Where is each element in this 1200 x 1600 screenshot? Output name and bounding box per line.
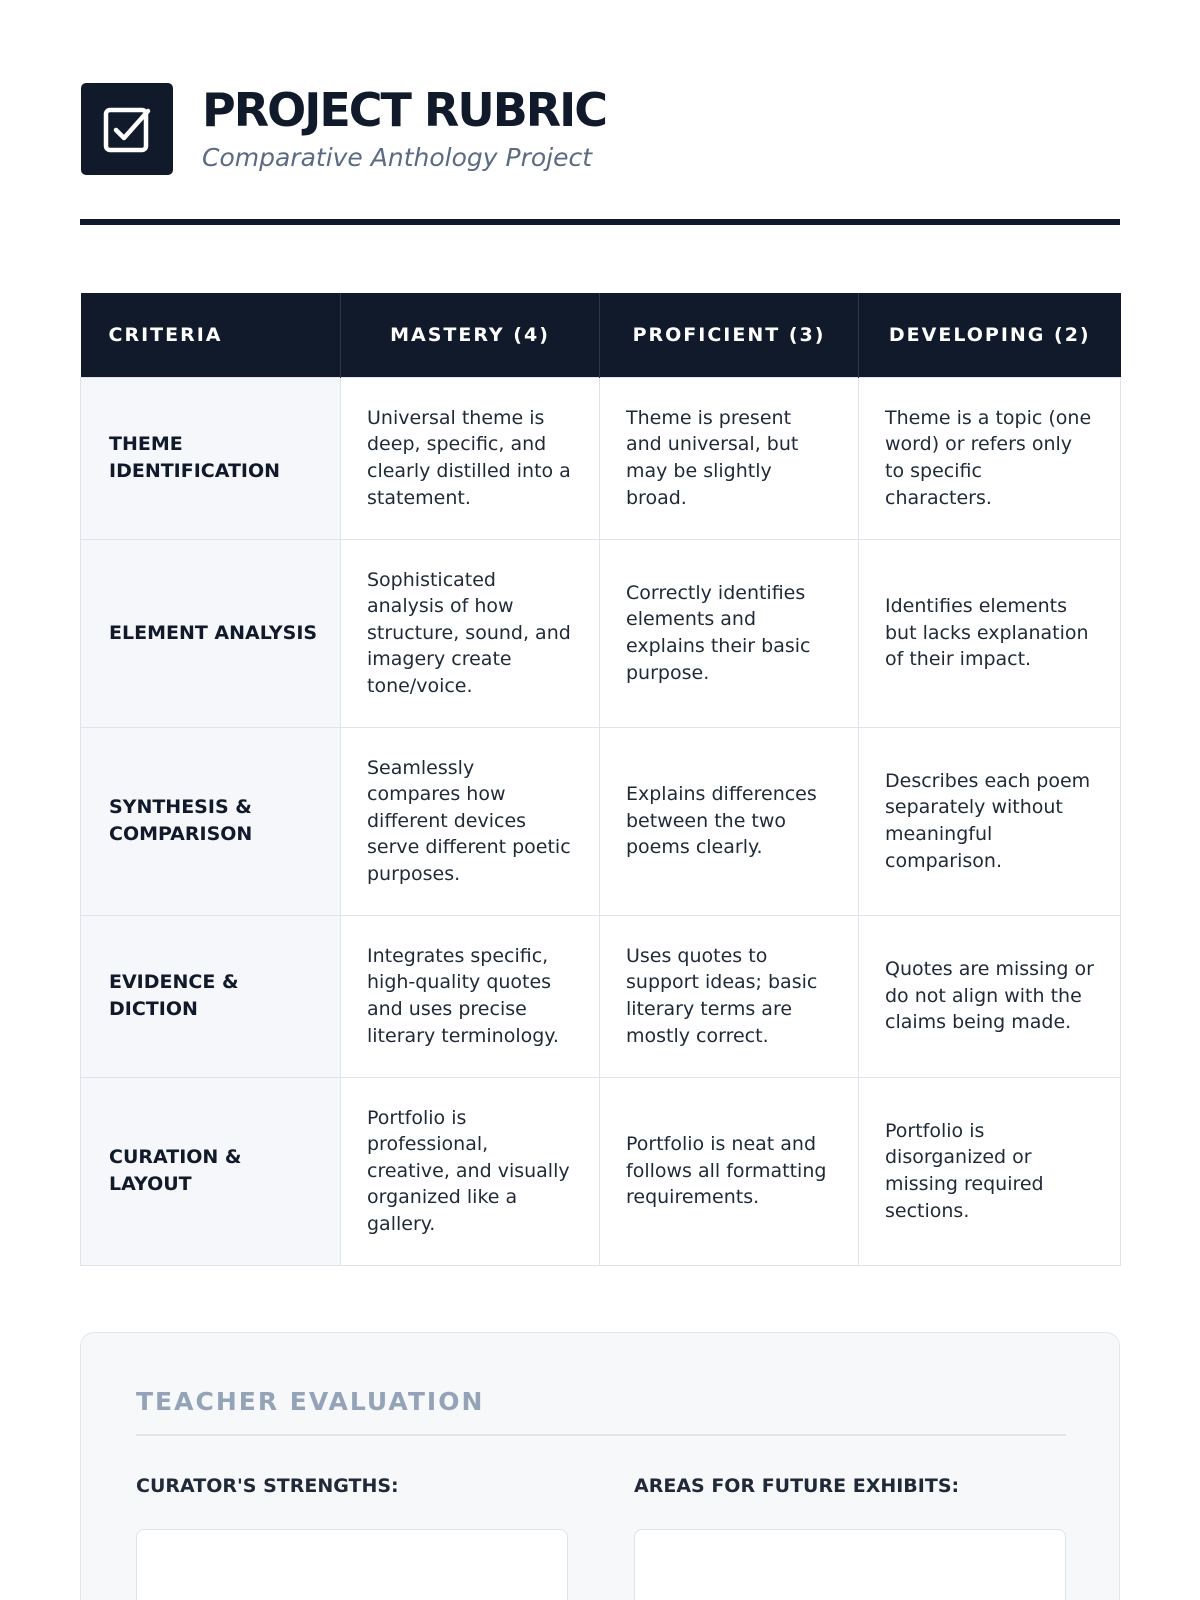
teacher-evaluation-panel [80, 1332, 1120, 1600]
column-header-developing: DEVELOPING (2) [859, 293, 1121, 377]
table-row [81, 915, 1121, 1077]
table-row [81, 727, 1121, 915]
rubric-table [80, 293, 1121, 1266]
table-row [81, 377, 1121, 539]
checkbox-icon [103, 105, 151, 153]
criteria-cell: CURATION & LAYOUT [81, 1077, 341, 1265]
column-header-proficient: PROFICIENT (3) [600, 293, 859, 377]
future-exhibits-input[interactable] [634, 1529, 1066, 1600]
developing-cell: Quotes are missing or do not align with the claims being made. [859, 915, 1121, 1077]
evaluation-divider [136, 1434, 1066, 1436]
developing-cell: Theme is a topic (one word) or refers only to specific characters. [859, 377, 1121, 539]
table-row [81, 539, 1121, 727]
table-header-row [81, 293, 1121, 377]
logo-badge [81, 83, 173, 175]
proficient-cell: Theme is present and universal, but may be slightly broad. [600, 377, 859, 539]
developing-cell: Identifies elements but lacks explanation of their impact. [859, 539, 1121, 727]
table-row [81, 1077, 1121, 1265]
future-exhibits-label: AREAS FOR FUTURE EXHIBITS: [634, 1475, 960, 1497]
evaluation-title: TEACHER EVALUATION [136, 1387, 485, 1416]
proficient-cell: Correctly identifies elements and explains their basic purpose. [600, 539, 859, 727]
proficient-cell: Portfolio is neat and follows all formatting requirements. [600, 1077, 859, 1265]
page-title: PROJECT RUBRIC [202, 83, 607, 137]
mastery-cell: Portfolio is professional, creative, and visually organized like a gallery. [341, 1077, 600, 1265]
mastery-cell: Integrates specific, high-quality quotes and uses precise literary terminology. [341, 915, 600, 1077]
strengths-input[interactable] [136, 1529, 568, 1600]
column-header-criteria: CRITERIA [81, 293, 341, 377]
mastery-cell: Seamlessly compares how different devices serve different poetic purposes. [341, 727, 600, 915]
page-header [80, 82, 1120, 174]
criteria-cell: SYNTHESIS & COMPARISON [81, 727, 341, 915]
mastery-cell: Universal theme is deep, specific, and clearly distilled into a statement. [341, 377, 600, 539]
criteria-cell: EVIDENCE & DICTION [81, 915, 341, 1077]
proficient-cell: Explains differences between the two poems clearly. [600, 727, 859, 915]
developing-cell: Describes each poem separately without meaningful comparison. [859, 727, 1121, 915]
developing-cell: Portfolio is disorganized or missing required sections. [859, 1077, 1121, 1265]
proficient-cell: Uses quotes to support ideas; basic literary terms are mostly correct. [600, 915, 859, 1077]
mastery-cell: Sophisticated analysis of how structure, sound, and imagery create tone/voice. [341, 539, 600, 727]
strengths-label: CURATOR'S STRENGTHS: [136, 1475, 399, 1497]
header-divider [80, 219, 1120, 225]
column-header-mastery: MASTERY (4) [341, 293, 600, 377]
page-subtitle: Comparative Anthology Project [202, 143, 593, 172]
criteria-cell: ELEMENT ANALYSIS [81, 539, 341, 727]
criteria-cell: THEME IDENTIFICATION [81, 377, 341, 539]
